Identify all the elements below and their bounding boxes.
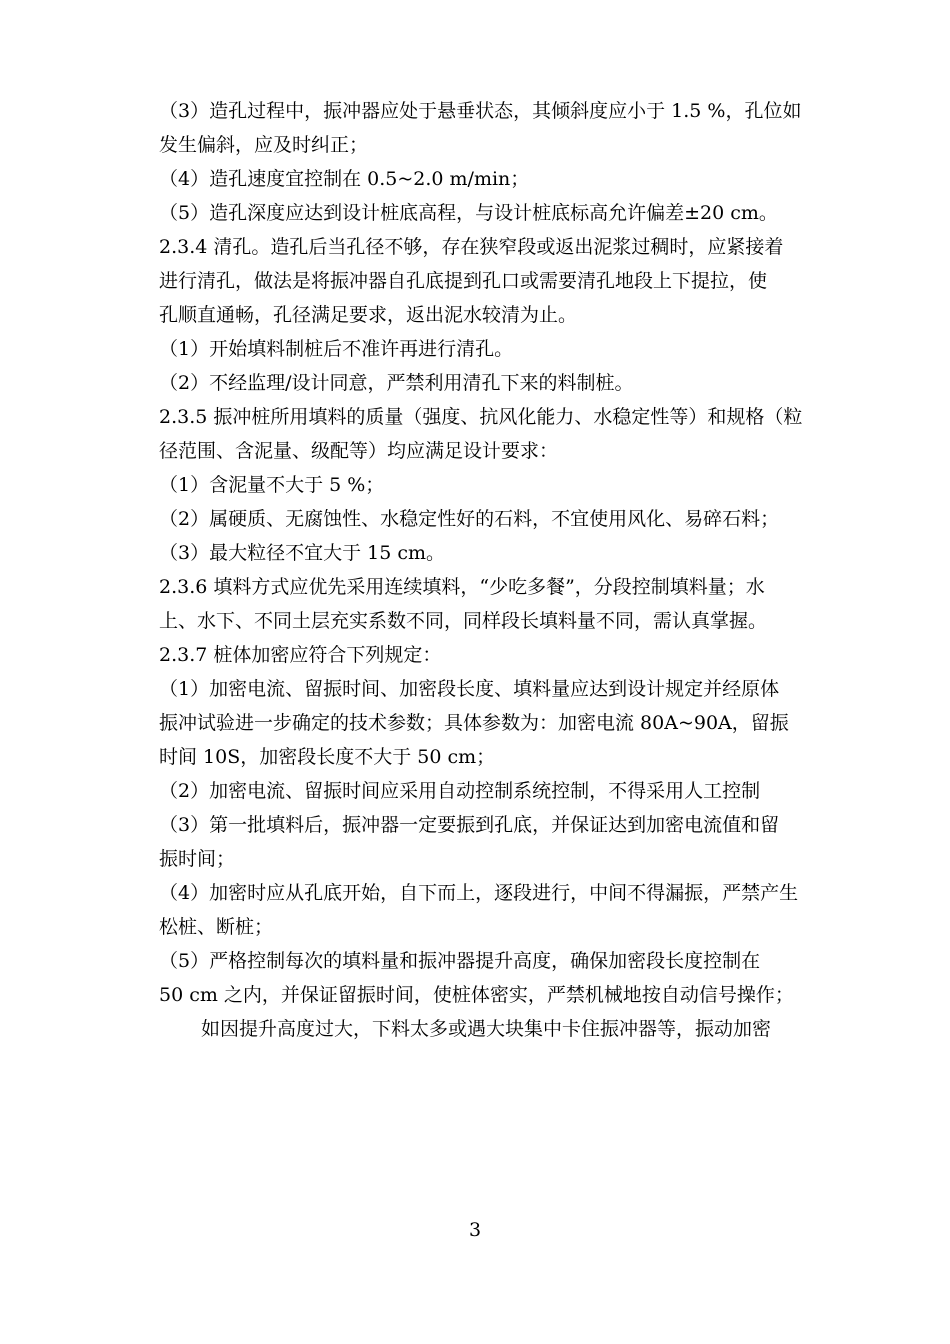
text-line: 如因提升高度过大，下料太多或遇大块集中卡住振冲器等，振动加密: [201, 1018, 772, 1040]
text-line: 发生偏斜，应及时纠正；: [159, 134, 369, 156]
text-line: （2）加密电流、留振时间应采用自动控制系统控制，不得采用人工控制: [159, 780, 761, 802]
text-line: （3）第一批填料后，振冲器一定要振到孔底，并保证达到加密电流值和留: [159, 814, 780, 836]
text-line: 上、水下、不同土层充实系数不同，同样段长填料量不同，需认真掌握。: [159, 610, 768, 632]
section-heading-2-3-4: 2.3.4 清孔。造孔后当孔径不够，存在狭窄段或返出泥浆过稠时，应紧接着: [159, 236, 784, 258]
text-line: 时间 10S，加密段长度不大于 50 cm；: [159, 746, 496, 768]
text-line: 振时间；: [159, 848, 236, 870]
text-line: （2）不经监理/设计同意，严禁利用清孔下来的料制桩。: [159, 372, 634, 394]
text-line: 振冲试验进一步确定的技术参数；具体参数为：加密电流 80A~90A，留振: [159, 712, 789, 734]
text-line: （1）加密电流、留振时间、加密段长度、填料量应达到设计规定并经原体: [159, 678, 780, 700]
text-line: （4）造孔速度宜控制在 0.5~2.0 m/min；: [159, 168, 530, 190]
page-number: 3: [468, 1219, 482, 1241]
section-heading-2-3-7: 2.3.7 桩体加密应符合下列规定：: [159, 644, 442, 666]
text-line: 孔顺直通畅，孔径满足要求，返出泥水较清为止。: [159, 304, 578, 326]
text-line: （4）加密时应从孔底开始，自下而上，逐段进行，中间不得漏振，严禁产生: [159, 882, 799, 904]
text-line: （5）严格控制每次的填料量和振冲器提升高度，确保加密段长度控制在: [159, 950, 761, 972]
text-line: （2）属硬质、无腐蚀性、水稳定性好的石料，不宜使用风化、易碎石料；: [159, 508, 780, 530]
text-line: （5）造孔深度应达到设计桩底高程，与设计桩底标高允许偏差±20 cm。: [159, 202, 778, 224]
document-body: [159, 94, 859, 1046]
text-line: （3）最大粒径不宜大于 15 cm。: [159, 542, 446, 564]
text-line: 径范围、含泥量、级配等）均应满足设计要求：: [159, 440, 559, 462]
section-heading-2-3-6: 2.3.6 填料方式应优先采用连续填料，“少吃多餐”，分段控制填料量；水: [159, 576, 765, 598]
text-line: 进行清孔，做法是将振冲器自孔底提到孔口或需要清孔地段上下提拉，使: [159, 270, 768, 292]
text-line: 50 cm 之内，并保证留振时间，使桩体密实，严禁机械地按自动信号操作；: [159, 984, 794, 1006]
text-line: （3）造孔过程中，振冲器应处于悬垂状态，其倾斜度应小于 1.5 %，孔位如: [159, 100, 802, 122]
text-line: （1）含泥量不大于 5 %；: [159, 474, 385, 496]
section-heading-2-3-5: 2.3.5 振冲桩所用填料的质量（强度、抗风化能力、水稳定性等）和规格（粒: [159, 406, 803, 428]
text-line: （1）开始填料制桩后不准许再进行清孔。: [159, 338, 514, 360]
text-line: 松桩、断桩；: [159, 916, 274, 938]
